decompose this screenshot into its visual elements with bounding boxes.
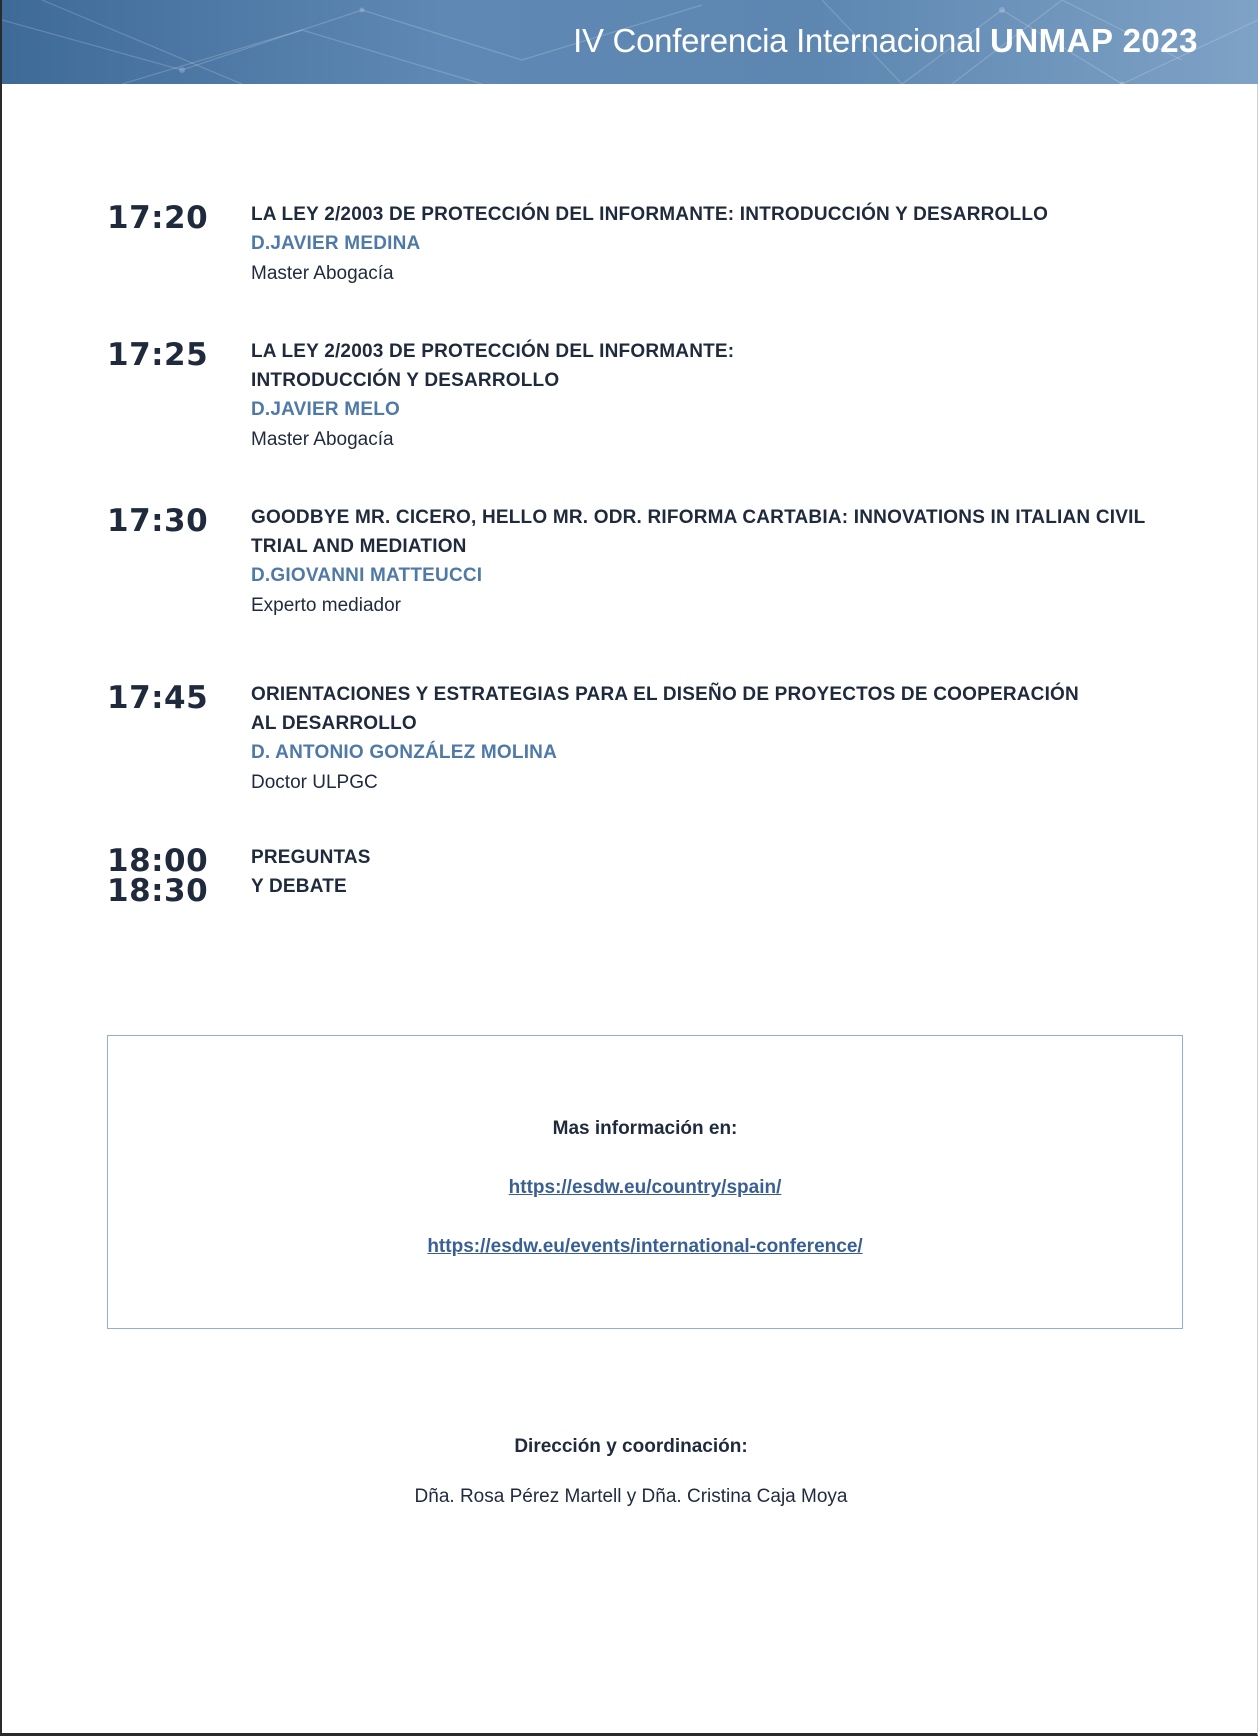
session-details — [251, 337, 1201, 455]
session-time: 17:25 — [107, 337, 209, 373]
session-time: 17:30 — [107, 503, 209, 539]
conference-title — [573, 22, 1198, 60]
session-time: 17:45 — [107, 680, 209, 716]
session-title: PREGUNTAS — [251, 847, 371, 868]
session-title: ORIENTACIONES Y ESTRATEGIAS PARA EL DISEÑO DE PROYECTOS DE COOPERACIÓN — [251, 684, 1079, 705]
session-title: TRIAL AND MEDIATION — [251, 536, 467, 557]
session-speaker: D. ANTONIO GONZÁLEZ MOLINA — [251, 742, 558, 763]
session-details — [251, 503, 1201, 621]
session-speaker-role: Master Abogacía — [251, 263, 394, 284]
session-title: AL DESARROLLO — [251, 713, 417, 734]
conference-title-regular: IV Conferencia Internacional — [573, 22, 982, 59]
session-details — [251, 200, 1201, 289]
session-title: Y DEBATE — [251, 876, 347, 897]
session-speaker: D.GIOVANNI MATTEUCCI — [251, 565, 483, 586]
coordination-names: Dña. Rosa Pérez Martell y Dña. Cristina Caja Moya — [414, 1486, 848, 1507]
session-time-start: 18:00 — [107, 843, 209, 879]
session-speaker-role: Experto mediador — [251, 595, 401, 616]
more-info-box — [107, 1035, 1183, 1329]
session-title: INTRODUCCIÓN Y DESARROLLO — [251, 370, 560, 391]
session-speaker-role: Doctor ULPGC — [251, 772, 378, 793]
session-title: GOODBYE MR. CICERO, HELLO MR. ODR. RIFORMA CARTABIA: INNOVATIONS IN ITALIAN CIVIL — [251, 507, 1146, 528]
session-title: LA LEY 2/2003 DE PROTECCIÓN DEL INFORMANTE: — [251, 341, 735, 362]
session-details — [251, 843, 1201, 901]
more-info-heading: Mas información en: — [552, 1118, 738, 1139]
session-title: LA LEY 2/2003 DE PROTECCIÓN DEL INFORMANTE: INTRODUCCIÓN Y DESARROLLO — [251, 204, 1049, 225]
session-speaker: D.JAVIER MEDINA — [251, 233, 421, 254]
session-details — [251, 680, 1201, 798]
spain-country-link[interactable]: https://esdw.eu/country/spain/ — [508, 1177, 782, 1198]
international-conference-link[interactable]: https://esdw.eu/events/international-conference/ — [427, 1236, 863, 1257]
session-speaker-role: Master Abogacía — [251, 429, 394, 450]
session-time-end: 18:30 — [107, 873, 209, 909]
header-banner — [2, 0, 1258, 84]
session-time: 17:20 — [107, 200, 209, 236]
conference-title-bold: UNMAP 2023 — [990, 22, 1198, 59]
coordination-heading: Dirección y coordinación: — [514, 1436, 748, 1457]
session-speaker: D.JAVIER MELO — [251, 399, 400, 420]
